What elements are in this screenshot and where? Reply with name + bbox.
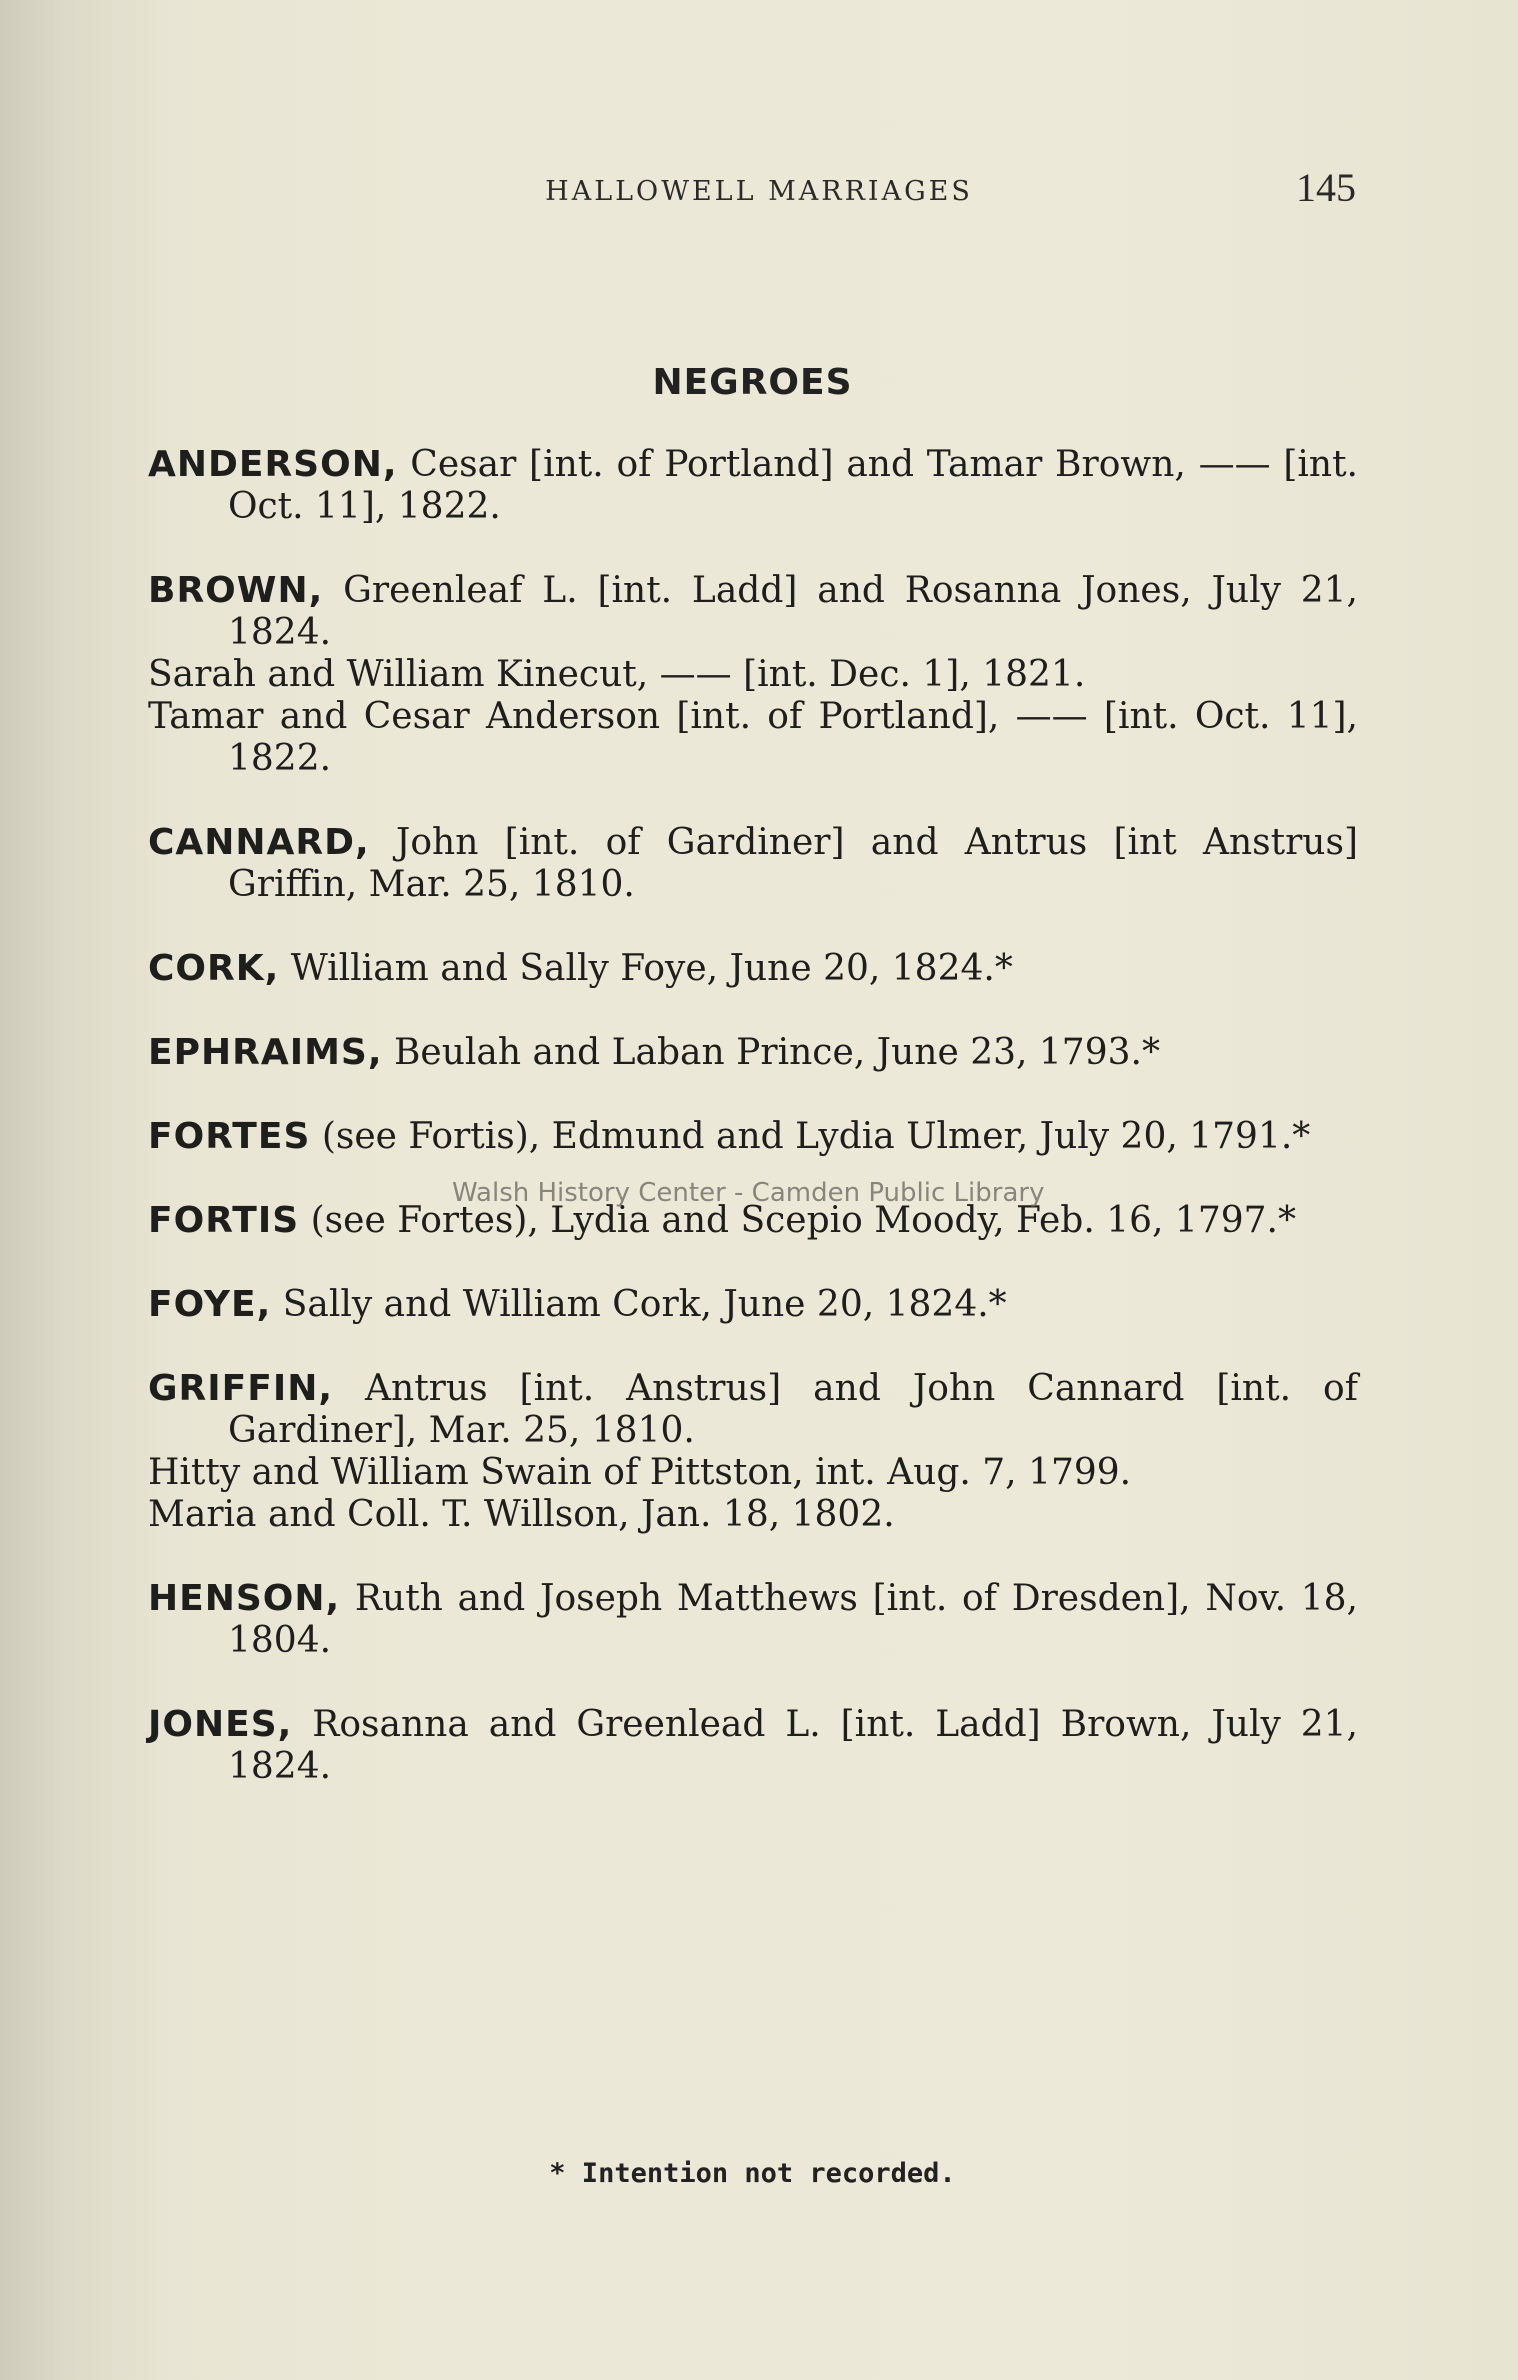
entry-gap (148, 1326, 1358, 1368)
marriage-entries (148, 444, 1358, 1788)
entry-gap (148, 528, 1358, 570)
entry-text: Ruth and Joseph Matthews [int. of Dresden], Nov. 18, 1804. (228, 1578, 1358, 1661)
entry-henson (148, 1578, 1358, 1662)
entry-jones (148, 1704, 1358, 1788)
entry-surname: FOYE, (148, 1284, 272, 1325)
entry-text: Hitty and William Swain of Pittston, int. Aug. 7, 1799. (148, 1452, 1132, 1493)
entry-text: William and Sally Foye, June 20, 1824.* (279, 948, 1013, 989)
entry-brown (148, 570, 1358, 654)
library-watermark: Walsh History Center - Camden Public Library (452, 1178, 1045, 1208)
entry-text: (see Fortes), Lydia and Scepio Moody, Feb. 16, 1797.* (299, 1200, 1296, 1241)
entry-gap (148, 780, 1358, 822)
entry-surname: GRIFFIN, (148, 1368, 334, 1409)
entry-text: Maria and Coll. T. Willson, Jan. 18, 1802. (148, 1494, 895, 1535)
entry-text: Beulah and Laban Prince, June 23, 1793.* (382, 1032, 1160, 1073)
running-head: HALLOWELL MARRIAGES (545, 176, 973, 207)
entry-surname: CANNARD, (148, 822, 370, 863)
entry-gap (148, 990, 1358, 1032)
entry-griffin-hitty (148, 1452, 1358, 1494)
section-title: NEGROES (652, 362, 853, 403)
entry-text: Sally and William Cork, June 20, 1824.* (271, 1284, 1007, 1325)
entry-surname: ANDERSON, (148, 444, 398, 485)
entry-text: Greenleaf L. [int. Ladd] and Rosanna Jones, July 21, 1824. (228, 570, 1358, 653)
entry-brown-sarah (148, 654, 1358, 696)
entry-text: Tamar and Cesar Anderson [int. of Portland], —— [int. Oct. 11], 1822. (148, 696, 1358, 779)
entry-surname: BROWN, (148, 570, 324, 611)
entry-surname: CORK, (148, 948, 280, 989)
entry-text: (see Fortis), Edmund and Lydia Ulmer, July 20, 1791.* (310, 1116, 1311, 1157)
entry-fortes (148, 1116, 1358, 1158)
entry-surname: JONES, (148, 1704, 293, 1745)
entry-foye (148, 1284, 1358, 1326)
entry-surname: HENSON, (148, 1578, 341, 1619)
entry-griffin (148, 1368, 1358, 1452)
entry-gap (148, 1536, 1358, 1578)
entry-text: John [int. of Gardiner] and Antrus [int Anstrus] Griffin, Mar. 25, 1810. (228, 822, 1358, 905)
footnote: * Intention not recorded. (549, 2158, 956, 2189)
entry-ephraims (148, 1032, 1358, 1074)
entry-surname: EPHRAIMS, (148, 1032, 383, 1073)
entry-gap (148, 1242, 1358, 1284)
entry-anderson (148, 444, 1358, 528)
entry-brown-tamar (148, 696, 1358, 780)
entry-gap (148, 1662, 1358, 1704)
entry-cannard (148, 822, 1358, 906)
entry-cork (148, 948, 1358, 990)
entry-griffin-maria (148, 1494, 1358, 1536)
entry-surname: FORTES (148, 1116, 311, 1157)
entry-text: Rosanna and Greenlead L. [int. Ladd] Brown, July 21, 1824. (228, 1704, 1358, 1787)
entry-text: Sarah and William Kinecut, —— [int. Dec. 1], 1821. (148, 654, 1086, 695)
entry-surname: FORTIS (148, 1200, 300, 1241)
entry-text: Cesar [int. of Portland] and Tamar Brown, —— [int. Oct. 11], 1822. (228, 444, 1358, 527)
page-number: 145 (1296, 165, 1356, 210)
entry-gap (148, 1074, 1358, 1116)
entry-text: Antrus [int. Anstrus] and John Cannard [int. of Gardiner], Mar. 25, 1810. (228, 1368, 1358, 1451)
entry-gap (148, 906, 1358, 948)
